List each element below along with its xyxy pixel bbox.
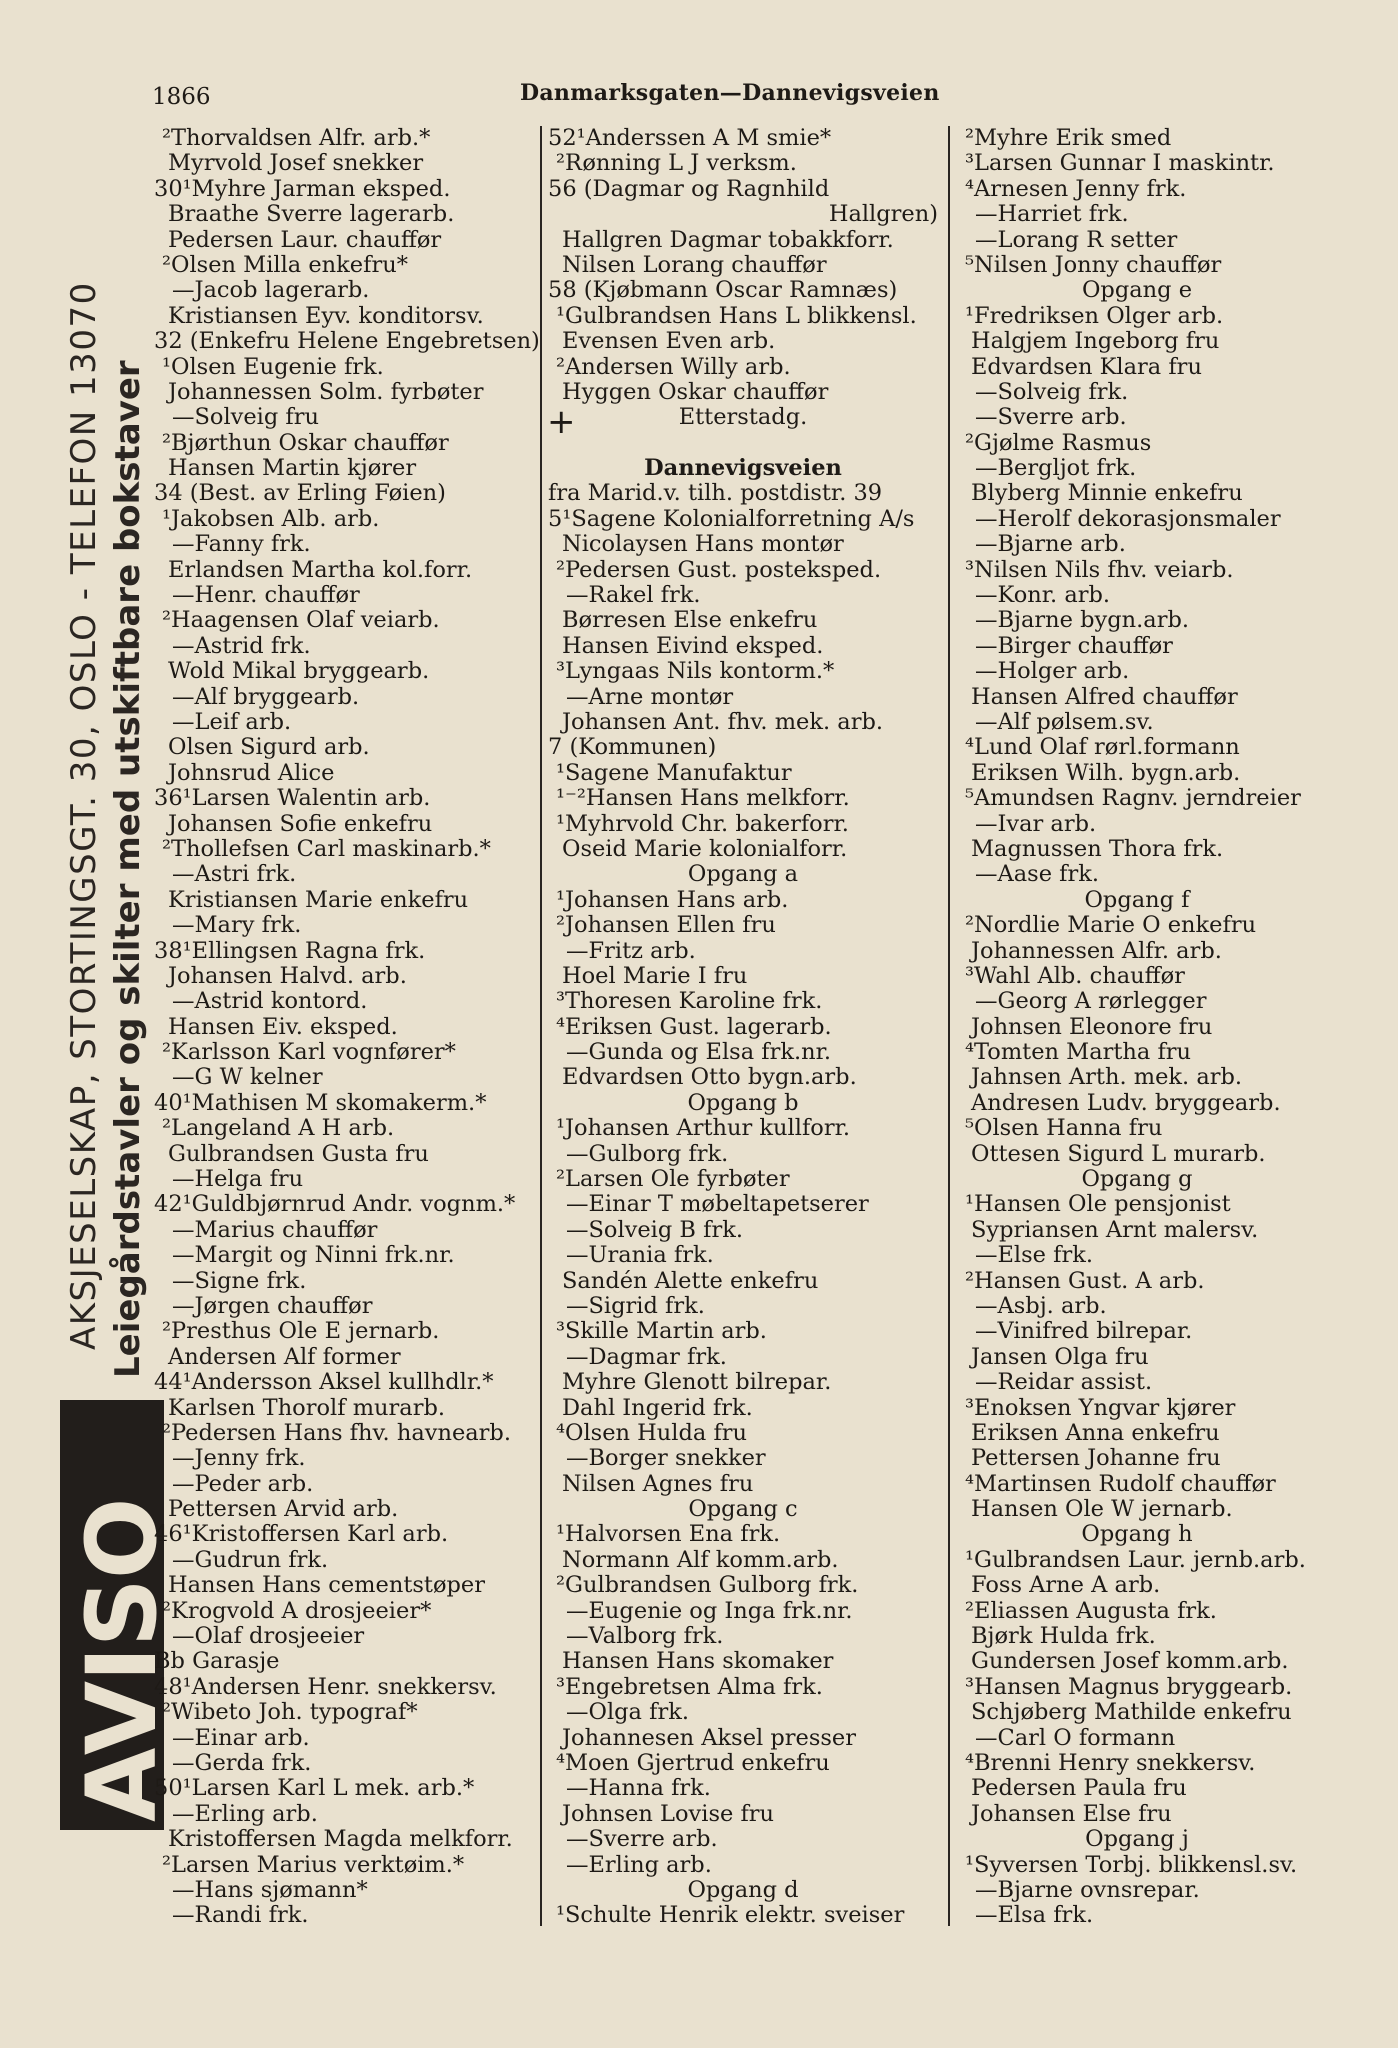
directory-line: Hansen Eivind eksped. [562, 632, 824, 659]
directory-line: —Gulborg frk. [566, 1140, 729, 1167]
directory-line: —Bjarne bygn.arb. [975, 607, 1190, 634]
directory-line: ⁴Olsen Hulda fru [556, 1419, 748, 1446]
directory-line: Johansen Sofie enkefru [168, 810, 433, 837]
directory-line: —Bergljot frk. [975, 455, 1137, 482]
directory-line: Wold Mikal bryggearb. [168, 658, 430, 685]
directory-line: ²Larsen Marius verktøim.* [162, 1851, 465, 1878]
directory-column-2 [548, 126, 938, 1929]
directory-line: Gulbrandsen Gusta fru [168, 1140, 429, 1167]
directory-line: Jahnsen Arth. mek. arb. [971, 1064, 1243, 1091]
directory-line: Erlandsen Martha kol.forr. [168, 556, 473, 583]
directory-line: Hyggen Oskar chauffør [562, 378, 829, 405]
directory-line: —Aase frk. [975, 861, 1100, 888]
directory-line: —Vinifred bilrepar. [975, 1318, 1193, 1345]
directory-line: ⁴Brenni Henry snekkersv. [965, 1750, 1256, 1776]
directory-line: —Solveig frk. [975, 378, 1129, 405]
directory-line: —Eugenie og Inga frk.nr. [566, 1597, 853, 1624]
directory-line: ²Haagensen Olaf veiarb. [162, 607, 440, 634]
directory-line: ¹Syversen Torbj. blikkensl.sv. [965, 1851, 1298, 1878]
directory-line: Andersen Alf former [168, 1343, 401, 1370]
directory-line: 40¹Mathisen M skomakerm.* [154, 1089, 487, 1116]
directory-line: Ottesen Sigurd L murarb. [971, 1140, 1266, 1167]
directory-line: Opgang f [1084, 886, 1190, 913]
directory-line: Oseid Marie kolonialforr. [562, 835, 848, 862]
directory-line: Opgang c [688, 1496, 798, 1523]
directory-line: —Jørgen chauffør [172, 1292, 373, 1319]
directory-line: Nicolaysen Hans montør [562, 531, 844, 558]
directory-line: Hansen Ole W jernarb. [971, 1496, 1233, 1523]
directory-line: ¹Johansen Hans arb. [556, 886, 789, 913]
directory-line: Opgang g [1081, 1166, 1193, 1193]
directory-line: —Peder arb. [172, 1470, 314, 1497]
directory-line: —Erling arb. [566, 1851, 712, 1878]
directory-line: 56 (Dagmar og Ragnhild [548, 175, 830, 202]
directory-line: —Mary frk. [172, 912, 302, 939]
directory-line: ²Gulbrandsen Gulborg frk. [556, 1572, 859, 1599]
directory-line: Opgang b [687, 1089, 799, 1116]
directory-line: ²Pedersen Gust. posteksped. [556, 556, 882, 583]
directory-line: Johnsrud Alice [168, 759, 335, 786]
directory-line: ²Bjørthun Oskar chauffør [162, 429, 449, 456]
directory-line: Johannessen Alfr. arb. [971, 937, 1222, 964]
directory-line: ⁴Lund Olaf rørl.formann [965, 734, 1240, 761]
directory-line: ⁵Olsen Hanna fru [965, 1115, 1163, 1142]
directory-line: 44¹Andersson Aksel kullhdlr.* [154, 1369, 494, 1396]
directory-line: Myhre Glenott bilrepar. [562, 1369, 832, 1396]
directory-line: ³Enoksen Yngvar kjører [965, 1394, 1236, 1421]
directory-line: —Urania frk. [566, 1242, 714, 1269]
directory-line: ¹Fredriksen Olger arb. [965, 302, 1224, 329]
directory-line: —Henr. chauffør [172, 582, 360, 609]
directory-line: Halgjem Ingeborg fru [971, 328, 1220, 355]
directory-line: —Astrid frk. [172, 632, 311, 659]
directory-line: Hansen Hans cementstøper [168, 1572, 485, 1599]
directory-line: Hansen Eiv. eksped. [168, 1013, 398, 1040]
directory-line: 46¹Kristoffersen Karl arb. [154, 1521, 449, 1548]
directory-line: Eriksen Wilh. bygn.arb. [971, 759, 1241, 786]
directory-line: ²Presthus Ole E jernarb. [162, 1318, 440, 1345]
directory-line: —Harriet frk. [975, 201, 1129, 228]
directory-line: ¹Schulte Henrik elektr. sveiser [556, 1902, 905, 1929]
directory-line: Blyberg Minnie enkefru [971, 480, 1243, 507]
directory-line: Evensen Even arb. [562, 328, 776, 355]
directory-line: ¹Olsen Eugenie frk. [162, 353, 384, 380]
directory-line: ¹Myhrvold Chr. bakerforr. [556, 810, 849, 837]
directory-line: —Jenny frk. [172, 1445, 306, 1472]
directory-line: —Gunda og Elsa frk.nr. [566, 1039, 832, 1066]
directory-line: 32 (Enkefru Helene Engebretsen) [154, 328, 540, 355]
directory-line: 30¹Myhre Jarman eksped. [154, 175, 451, 202]
directory-line: Johannesen Aksel presser [562, 1724, 857, 1751]
directory-line: —Elsa frk. [975, 1902, 1094, 1929]
directory-line: Opgang d [687, 1876, 799, 1903]
directory-line: —Bjarne arb. [975, 531, 1126, 558]
directory-line: —Holger arb. [975, 658, 1130, 685]
directory-line: Opgang j [1085, 1826, 1189, 1853]
directory-line: 48¹Andersen Henr. snekkersv. [154, 1673, 497, 1700]
directory-line: ²Eliassen Augusta frk. [965, 1597, 1217, 1624]
directory-line: —Einar T møbeltapetserer [566, 1191, 869, 1218]
advert-logo [60, 1400, 178, 1830]
directory-line: ²Gjølme Rasmus [965, 429, 1152, 456]
directory-line: Børresen Else enkefru [562, 607, 818, 634]
directory-line: ³Larsen Gunnar I maskintr. [965, 150, 1275, 177]
directory-line: —Borger snekker [566, 1445, 766, 1472]
directory-line: 5¹Sagene Kolonialforretning A/s [548, 505, 915, 532]
directory-line: —Sverre arb. [975, 404, 1127, 431]
directory-line: Karlsen Thorolf murarb. [168, 1394, 446, 1421]
directory-line: Hallgren Dagmar tobakkforr. [562, 226, 894, 253]
directory-line: —Margit og Ninni frk.nr. [172, 1242, 455, 1269]
directory-line: —Herolf dekorasjonsmaler [975, 505, 1281, 532]
directory-line: ²Rønning L J verksm. [556, 150, 797, 177]
directory-line: ³Lyngaas Nils kontorm.* [556, 658, 835, 685]
directory-line: Opgang e [1081, 277, 1193, 304]
directory-line: 7 (Kommunen) [548, 734, 717, 761]
directory-line: ⁴Eriksen Gust. lagerarb. [556, 1013, 832, 1040]
directory-line: —Alf bryggearb. [172, 683, 360, 710]
directory-line: Edvardsen Klara fru [971, 353, 1202, 380]
directory-line: Kristiansen Eyv. konditorsv. [168, 302, 484, 329]
directory-line: ¹Gulbrandsen Laur. jernb.arb. [965, 1546, 1306, 1573]
directory-line: Etterstadg. [678, 404, 808, 431]
directory-line: Eriksen Anna enkefru [971, 1419, 1220, 1446]
directory-line: Gundersen Josef komm.arb. [971, 1648, 1289, 1675]
directory-line: —Signe frk. [172, 1267, 307, 1294]
directory-line: —Carl O formann [975, 1724, 1176, 1751]
directory-line: Olsen Sigurd arb. [168, 734, 370, 761]
directory-line: Nilsen Agnes fru [562, 1470, 754, 1497]
directory-line: Kristoffersen Magda melkforr. [168, 1826, 513, 1853]
directory-line: —Ivar arb. [975, 810, 1097, 837]
directory-line: ²Thorvaldsen Alfr. arb.* [162, 125, 431, 151]
page-number: 1866 [152, 84, 211, 110]
directory-line: —Erling arb. [172, 1800, 318, 1827]
directory-line: Hansen Alfred chauffør [971, 683, 1238, 710]
advert-logo-text: AVISO [66, 1498, 178, 1822]
directory-line: ²Langeland A H arb. [162, 1115, 395, 1142]
directory-line: ²Wibeto Joh. typograf* [162, 1699, 418, 1726]
directory-line: Magnussen Thora frk. [971, 835, 1224, 862]
advert-sub-line: Leiegårdstavler og skilter med utskiftbare bokstaver [108, 360, 148, 1378]
directory-line: Hoel Marie I fru [562, 962, 748, 989]
directory-line: ¹Hansen Ole pensjonist [965, 1191, 1231, 1218]
directory-line: ²Larsen Ole fyrbøter [556, 1166, 790, 1193]
directory-line: —Solveig fru [172, 404, 320, 431]
directory-line: ²Andersen Willy arb. [556, 353, 791, 380]
directory-line: —Bjarne ovnsrepar. [975, 1876, 1200, 1903]
directory-line: 50¹Larsen Karl L mek. arb.* [154, 1775, 475, 1802]
directory-line: ⁵Nilsen Jonny chauffør [965, 251, 1222, 278]
directory-line: ³Hansen Magnus bryggearb. [965, 1673, 1293, 1700]
directory-line: —G W kelner [172, 1064, 323, 1091]
directory-line: fra Marid.v. tilh. postdistr. 39 [548, 480, 883, 507]
directory-line: —Jacob lagerarb. [172, 277, 370, 304]
directory-line: 42¹Guldbjørnrud Andr. vognm.* [154, 1191, 516, 1218]
directory-line: Normann Alf komm.arb. [562, 1546, 839, 1573]
directory-line: Andresen Ludv. bryggearb. [971, 1089, 1281, 1116]
directory-line: —Gudrun frk. [172, 1546, 329, 1573]
directory-line: —Lorang R setter [975, 226, 1178, 253]
directory-line: Edvardsen Otto bygn.arb. [562, 1064, 857, 1091]
directory-line: Myrvold Josef snekker [168, 150, 424, 177]
directory-line: Hansen Martin kjører [168, 455, 417, 482]
directory-line: Opgang a [687, 861, 799, 888]
directory-line: ³Nilsen Nils fhv. veiarb. [965, 556, 1234, 583]
directory-line: ²Hansen Gust. A arb. [965, 1267, 1205, 1294]
directory-line: Dahl Ingerid frk. [562, 1394, 753, 1421]
directory-line: —Helga fru [172, 1166, 304, 1193]
directory-line: —Fanny frk. [172, 531, 311, 558]
directory-line: ²Karlsson Karl vognfører* [162, 1039, 456, 1066]
directory-line: —Valborg frk. [566, 1623, 724, 1650]
advert-main-line: AKSJESELSKAP, STORTINGSGT. 30, OSLO - TELEFON 13070 [64, 281, 104, 1350]
directory-line: Johansen Ant. fhv. mek. arb. [562, 708, 884, 735]
directory-line: ²Krogvold A drosjeeier* [162, 1597, 432, 1624]
cross-mark: + [547, 402, 576, 442]
directory-line: —Sigrid frk. [566, 1292, 705, 1319]
directory-column-3 [957, 126, 1317, 1929]
page-header: Danmarksgaten—Dannevigsveien [520, 80, 940, 106]
directory-line: —Sverre arb. [566, 1826, 718, 1853]
directory-line: Bb Garasje [154, 1648, 280, 1675]
directory-line: —Leif arb. [172, 708, 292, 735]
directory-line: Johnsen Eleonore fru [971, 1013, 1213, 1040]
directory-line: —Marius chauffør [172, 1216, 378, 1243]
directory-line: Schjøberg Mathilde enkefru [971, 1699, 1292, 1726]
directory-line: ¹⁻²Hansen Hans melkforr. [556, 785, 850, 812]
directory-line: Nilsen Lorang chauffør [562, 251, 827, 278]
directory-line: —Arne montør [566, 683, 734, 710]
directory-line: Pedersen Laur. chauffør [168, 226, 442, 253]
directory-line: —Dagmar frk. [566, 1343, 727, 1370]
directory-line: ²Myhre Erik smed [965, 125, 1172, 151]
directory-line: —Olga frk. [566, 1699, 689, 1726]
directory-line: Pettersen Johanne fru [971, 1445, 1221, 1472]
directory-line: Pettersen Arvid arb. [168, 1496, 399, 1523]
directory-line: ⁴Arnesen Jenny frk. [965, 175, 1187, 202]
directory-line: —Rakel frk. [566, 582, 701, 609]
directory-line: Sandén Alette enkefru [562, 1267, 819, 1294]
directory-line: Braathe Sverre lagerarb. [168, 201, 455, 228]
directory-line: —Birger chauffør [975, 632, 1173, 659]
directory-line: ¹Halvorsen Ena frk. [556, 1521, 781, 1548]
directory-line: 52¹Anderssen A M smie* [548, 125, 832, 151]
directory-line: —Olaf drosjeeier [172, 1623, 365, 1650]
directory-line: —Georg A rørlegger [975, 988, 1207, 1015]
directory-line: —Solveig B frk. [566, 1216, 743, 1243]
directory-line: ³Thoresen Karoline frk. [556, 988, 823, 1015]
directory-line: ²Johansen Ellen fru [556, 912, 776, 939]
directory-line: Pedersen Paula fru [971, 1775, 1187, 1802]
directory-column-1 [154, 126, 564, 1929]
directory-line: —Asbj. arb. [975, 1292, 1107, 1319]
directory-line: ²Pedersen Hans fhv. havnearb. [162, 1419, 511, 1446]
directory-line: Bjørk Hulda frk. [971, 1623, 1156, 1650]
directory-line: 34 (Best. av Erling Føien) [154, 480, 446, 507]
directory-line: —Astri frk. [172, 861, 297, 888]
directory-line: ⁵Amundsen Ragnv. jerndreier [965, 785, 1301, 812]
directory-line: Sypriansen Arnt malersv. [971, 1216, 1259, 1243]
directory-line: ³Skille Martin arb. [556, 1318, 767, 1345]
directory-line: —Alf pølsem.sv. [975, 708, 1154, 735]
directory-line: —Else frk. [975, 1242, 1094, 1269]
directory-line: ³Wahl Alb. chauffør [965, 962, 1185, 989]
directory-line: Foss Arne A arb. [971, 1572, 1161, 1599]
directory-line: —Fritz arb. [566, 937, 696, 964]
directory-line: ¹Jakobsen Alb. arb. [162, 505, 380, 532]
directory-line: Jansen Olga fru [971, 1343, 1149, 1370]
directory-line: —Randi frk. [172, 1902, 309, 1929]
directory-line: Johannessen Solm. fyrbøter [168, 378, 484, 405]
directory-line: 38¹Ellingsen Ragna frk. [154, 937, 426, 964]
directory-line: Opgang h [1081, 1521, 1193, 1548]
directory-line: —Hanna frk. [566, 1775, 711, 1802]
directory-line: Johansen Halvd. arb. [168, 962, 407, 989]
directory-line: —Konr. arb. [975, 582, 1111, 609]
directory-line: ³Engebretsen Alma frk. [556, 1673, 823, 1700]
directory-line: ⁴Tomten Martha fru [965, 1039, 1192, 1066]
directory-line: ¹Gulbrandsen Hans L blikkensl. [556, 302, 917, 329]
directory-line: Dannevigsveien [644, 455, 842, 482]
directory-line: —Reidar assist. [975, 1369, 1153, 1396]
directory-line: ⁴Martinsen Rudolf chauffør [965, 1470, 1276, 1497]
column-divider-2 [948, 126, 950, 1926]
directory-line: ⁴Moen Gjertrud enkefru [556, 1750, 830, 1776]
directory-line: ¹Sagene Manufaktur [556, 759, 792, 786]
directory-line: Kristiansen Marie enkefru [168, 886, 469, 913]
directory-line: —Einar arb. [172, 1724, 310, 1751]
directory-line: Hansen Hans skomaker [562, 1648, 834, 1675]
directory-line: —Hans sjømann* [172, 1876, 368, 1903]
directory-line: —Gerda frk. [172, 1750, 312, 1776]
directory-line: Hallgren) [828, 201, 938, 228]
directory-line: 58 (Kjøbmann Oscar Ramnæs) [548, 277, 898, 304]
directory-line: Johnsen Lovise fru [562, 1800, 775, 1827]
directory-line: Johansen Else fru [971, 1800, 1172, 1827]
directory-line: —Astrid kontord. [172, 988, 368, 1015]
directory-line: ²Thollefsen Carl maskinarb.* [162, 835, 491, 862]
directory-line: ²Olsen Milla enkefru* [162, 251, 408, 278]
directory-line: 36¹Larsen Walentin arb. [154, 785, 431, 812]
directory-line [548, 431, 938, 456]
directory-line: ¹Johansen Arthur kullforr. [556, 1115, 851, 1142]
directory-line: ²Nordlie Marie O enkefru [965, 912, 1257, 939]
